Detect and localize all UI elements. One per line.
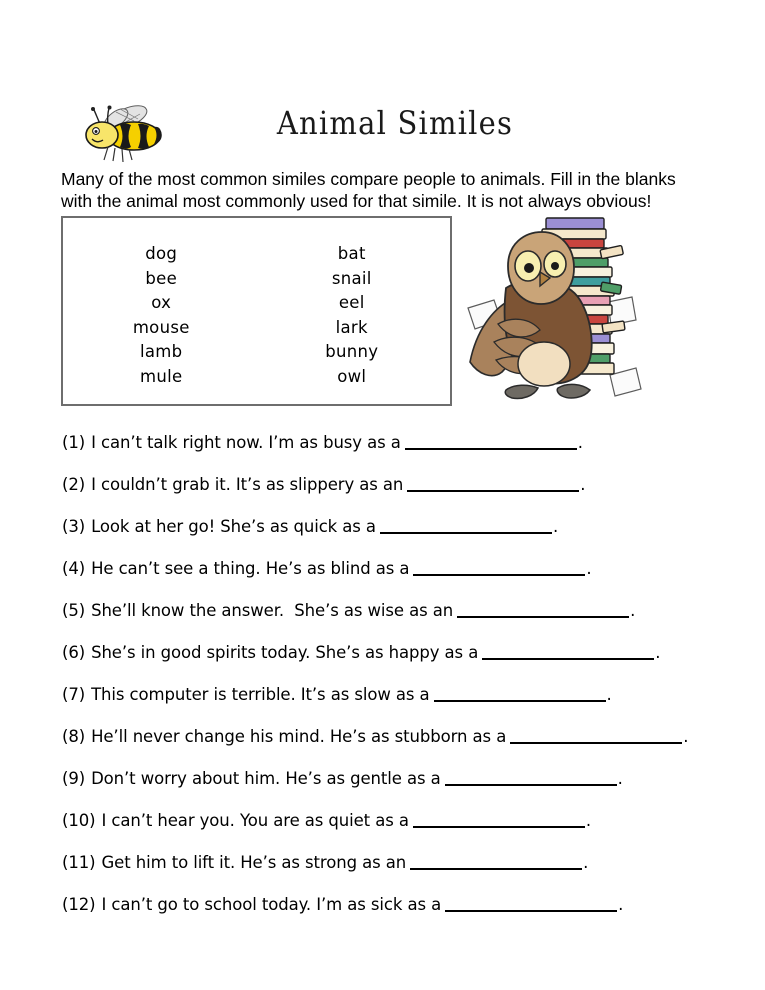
word-bank-item: dog [145,244,178,263]
instructions-text: Many of the most common similes compare people to animals. Fill in the blanks with the animal most commonly used for that simile. It is not always obvious! [61,169,676,211]
question-text: She’ll know the answer. She’s as wise as an [91,601,454,620]
question-text: I can’t talk right now. I’m as busy as a [91,433,401,452]
question-row [62,559,722,601]
word-bank-item: lamb [140,342,183,361]
question-row [62,727,722,769]
question-number: (8) [62,727,86,746]
question-number: (7) [62,685,86,704]
question-number: (2) [62,475,86,494]
answer-blank[interactable] [413,559,585,576]
answer-blank[interactable] [434,685,606,702]
bee-icon [72,100,172,166]
question-text: Get him to lift it. He’s as strong as an [101,853,407,872]
question-period: . [655,643,661,662]
answer-blank[interactable] [445,895,617,912]
question-number: (3) [62,517,86,536]
word-bank-item: bee [145,268,178,288]
question-number: (6) [62,643,86,662]
question-text: I can’t go to school today. I’m as sick as a [101,895,442,914]
question-number: (12) [62,895,96,914]
question-period: . [618,895,624,914]
question-row [62,895,722,937]
question-number: (1) [62,433,86,452]
question-row [62,685,722,727]
question-row [62,811,722,853]
answer-blank[interactable] [407,475,579,492]
question-period: . [630,601,636,620]
word-bank-item: mouse [132,317,190,337]
word-bank-item: snail [331,268,372,288]
question-number: (9) [62,769,86,788]
word-bank-column-1 [63,242,260,389]
question-number: (5) [62,601,86,620]
question-text: He’ll never change his mind. He’s as stubborn as a [91,727,507,746]
word-bank-item: lark [335,317,368,337]
question-text: Don’t worry about him. He’s as gentle as a [91,769,441,788]
question-period: . [585,811,592,830]
question-number: (4) [62,559,86,578]
answer-blank[interactable] [405,433,577,450]
question-period: . [586,559,592,578]
question-period: . [552,517,559,536]
question-period: . [577,433,583,452]
question-period: . [683,727,689,746]
question-text: He can’t see a thing. He’s as blind as a [91,559,410,578]
answer-blank[interactable] [445,769,617,786]
answer-blank[interactable] [482,643,654,660]
question-row [62,433,722,475]
question-row [62,601,722,643]
answer-blank[interactable] [457,601,629,618]
answer-blank[interactable] [410,853,582,870]
question-row [62,769,722,811]
page-title: Animal Similes [276,104,514,142]
word-bank-column-2 [254,242,451,389]
owl-with-books-illustration [462,212,654,417]
worksheet-header [0,98,765,168]
question-text: This computer is terrible. It’s as slow as a [91,685,430,704]
question-row [62,643,722,685]
question-number: (10) [62,811,96,830]
word-bank-box [61,216,452,406]
question-period: . [606,685,612,704]
question-row [62,517,722,559]
questions-list [62,433,722,937]
question-text: Look at her go! She’s as quick as a [91,517,376,536]
question-row [62,853,722,895]
word-bank-item: owl [337,366,367,386]
answer-blank[interactable] [413,811,585,828]
word-bank-item: eel [338,293,365,312]
word-bank-item: bat [337,244,366,263]
answer-blank[interactable] [380,517,552,534]
question-number: (11) [62,853,96,872]
question-text: She’s in good spirits today. She’s as happy as a [91,643,479,662]
word-bank-columns [63,242,450,389]
question-period: . [617,769,623,788]
word-bank-item: mule [140,366,183,386]
question-text: I can’t hear you. You are as quiet as a [101,811,409,830]
question-text: I couldn’t grab it. It’s as slippery as an [91,475,404,494]
question-period: . [580,475,586,494]
question-row [62,475,722,517]
question-period: . [583,853,589,872]
word-bank-item: ox [151,293,172,312]
word-bank-item: bunny [325,342,379,361]
answer-blank[interactable] [510,727,682,744]
